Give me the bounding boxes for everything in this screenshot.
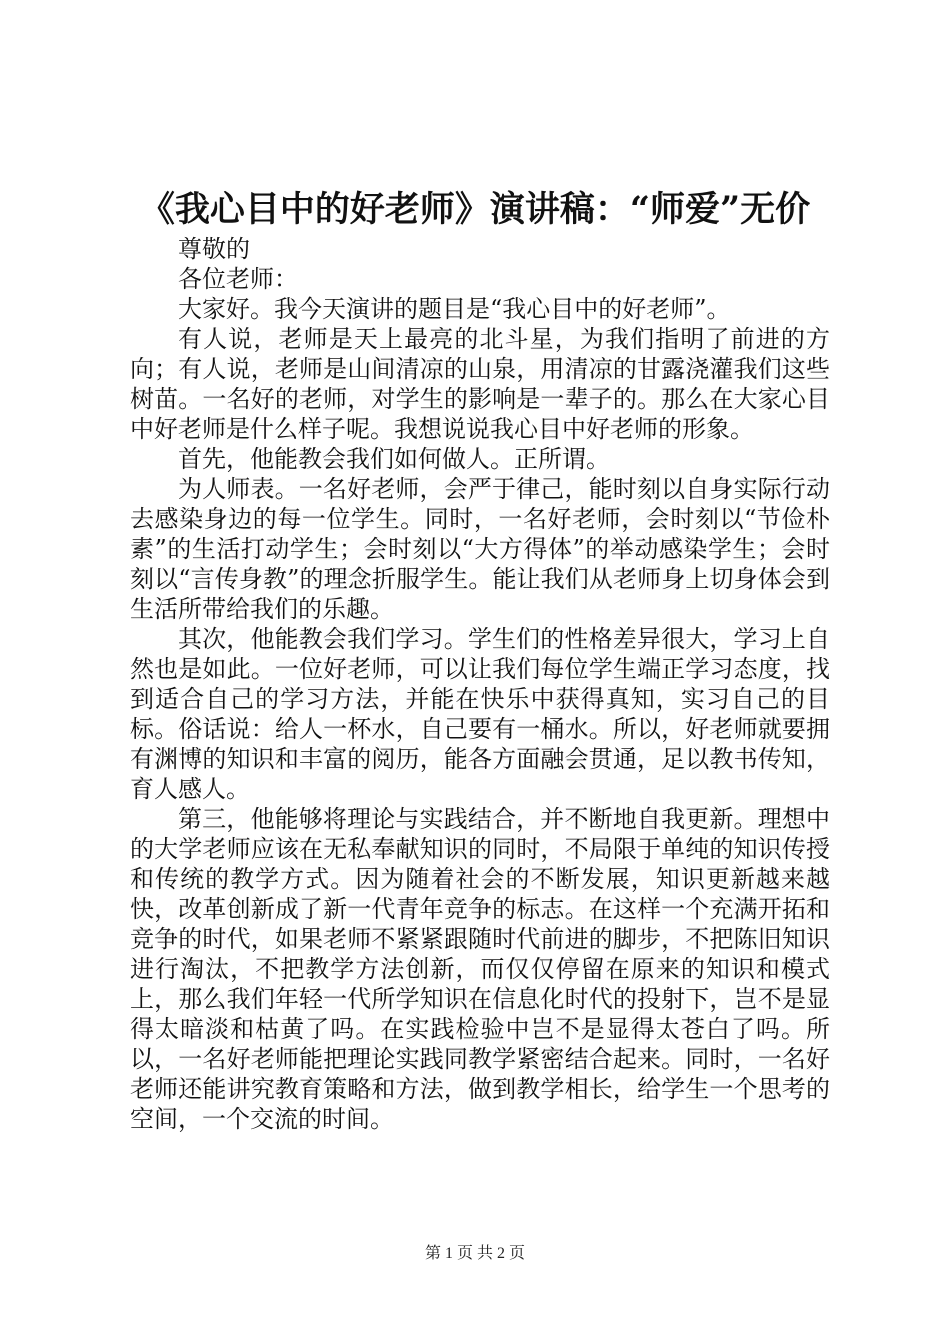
second-point-paragraph: 其次，他能教会我们学习。学生们的性格差异很大，学习上自然也是如此。一位好老师，可以让我们每位学生端正学习态度，找到适合自己的学习方法，并能在快乐中获得真知，实习自己的目标。俗话说：给人一杯水，自己要有一桶水。所以，好老师就要拥有渊博的知识和丰富的阅历，能各方面融会贯通，足以教书传知，育人感人。: [130, 625, 830, 803]
first-point-paragraph: 首先，他能教会我们如何做人。正所谓。: [178, 445, 610, 473]
document-title: 《我心目中的好老师》演讲稿：“师爱”无价: [139, 189, 811, 230]
first-point-detail-paragraph: 为人师表。一名好老师，会严于律己，能时刻以自身实际行动去感染身边的每一位学生。同时，一名好老师，会时刻以“节俭朴素”的生活打动学生；会时刻以“大方得体”的举动感染学生；会时刻以“言传身教”的理念折服学生。能让我们从老师身上切身体会到生活所带给我们的乐趣。: [130, 475, 830, 623]
salutation-line-2: 各位老师：: [178, 265, 298, 293]
third-point-paragraph: 第三，他能够将理论与实践结合，并不断地自我更新。理想中的大学老师应该在无私奉献知识的同时，不局限于单纯的知识传授和传统的教学方式。因为随着社会的不断发展，知识更新越来越快，改革创新成了新一代青年竞争的标志。在这样一个充满开拓和竞争的时代，如果老师不紧紧跟随时代前进的脚步，不把陈旧知识进行淘汰，不把教学方法创新，而仅仅停留在原来的知识和模式上，那么我们年轻一代所学知识在信息化时代的投射下，岂不是显得太暗淡和枯黄了吗。在实践检验中岂不是显得太苍白了吗。所以，一名好老师能把理论实践同教学紧密结合起来。同时，一名好老师还能讲究教育策略和方法，做到教学相长，给学生一个思考的空间，一个交流的时间。: [130, 805, 830, 1133]
document-body: [130, 234, 830, 1134]
intro-paragraph: 有人说，老师是天上最亮的北斗星，为我们指明了前进的方向；有人说，老师是山间清凉的山泉，用清凉的甘露浇灌我们这些树苗。一名好的老师，对学生的影响是一辈子的。那么在大家心目中好老师是什么样子呢。我想说说我心目中好老师的形象。: [130, 325, 830, 443]
greeting-paragraph: 大家好。我今天演讲的题目是“我心目中的好老师”。: [178, 295, 731, 323]
page-number-footer: 第 1 页 共 2 页: [424, 1245, 525, 1262]
salutation-line-1: 尊敬的: [178, 235, 250, 263]
